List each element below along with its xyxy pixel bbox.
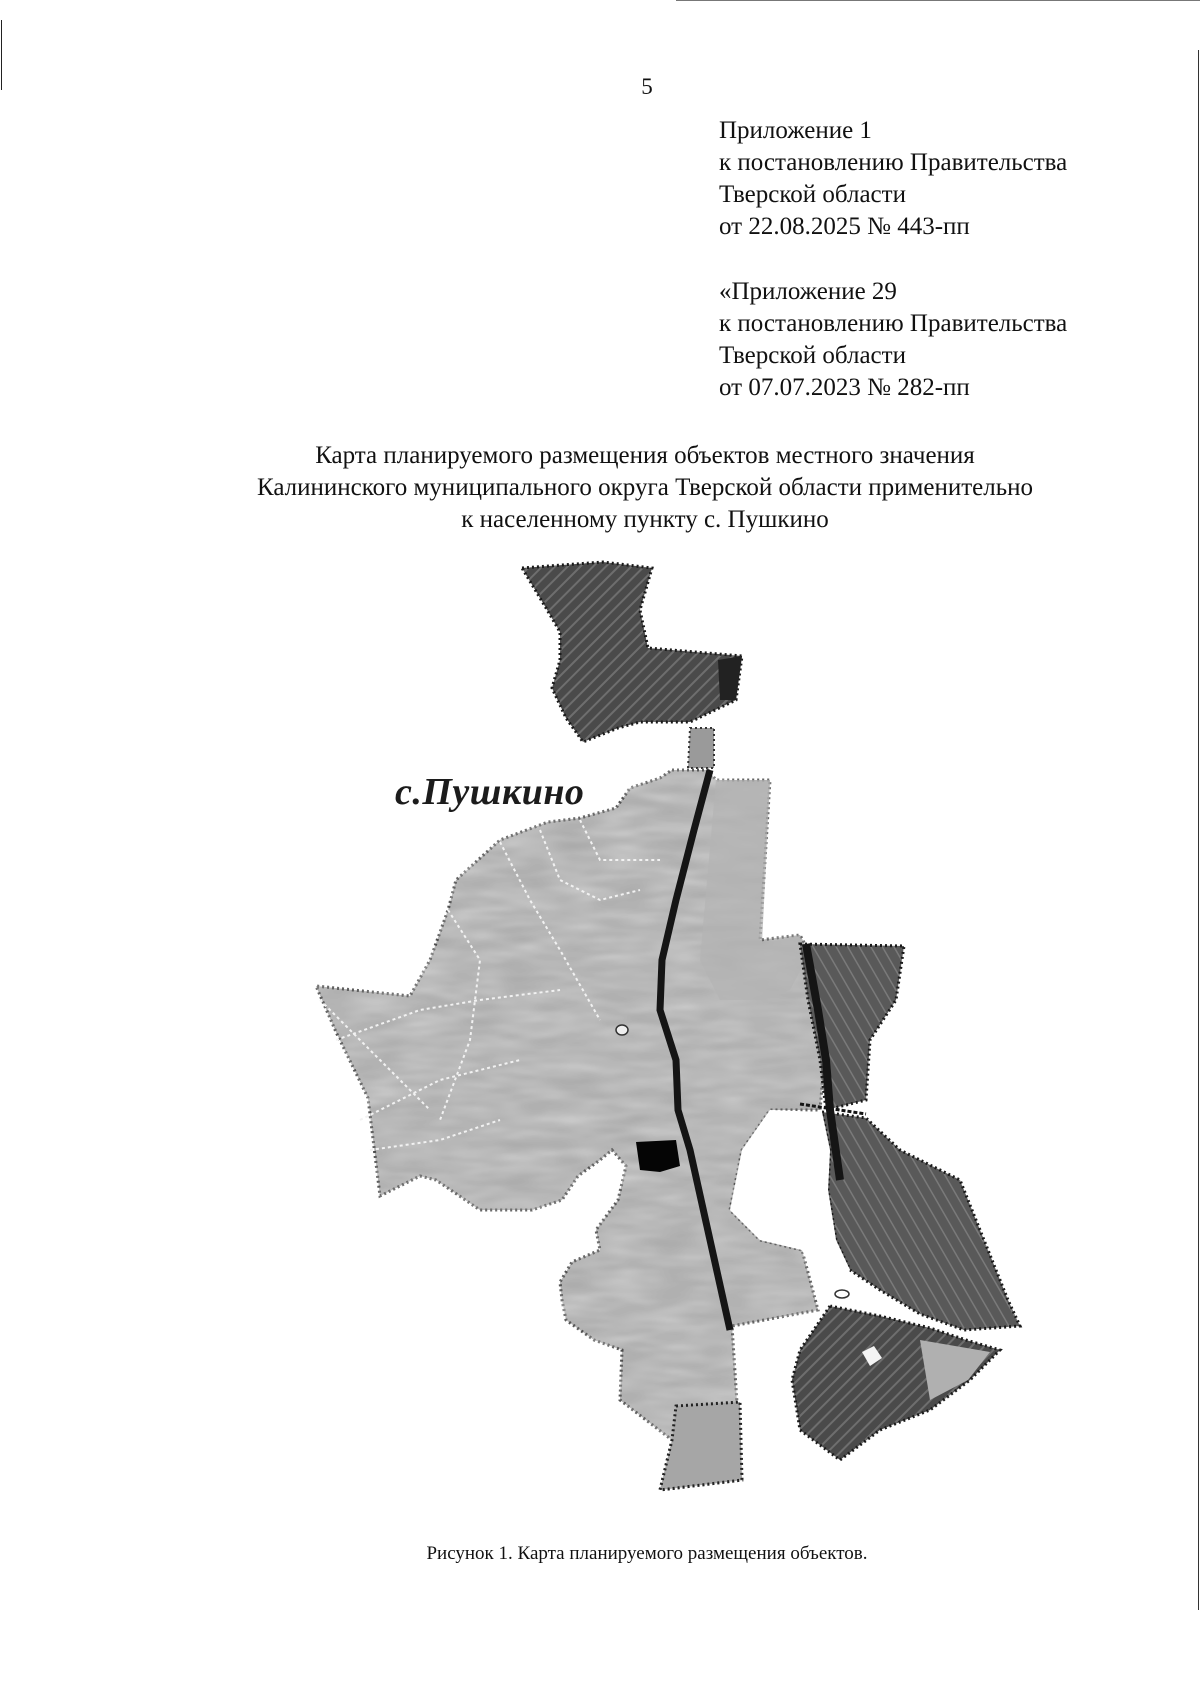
appendix-original-line-1: «Приложение 29 [719, 278, 897, 305]
map-title-line-1: Карта планируемого размещения объектов местного значения [315, 442, 975, 469]
appendix-current-line-1: Приложение 1 [719, 117, 872, 144]
settlement-east-area [700, 780, 806, 1000]
pond-marker-east [835, 1290, 849, 1298]
appendix-current-line-3: Тверской области [719, 181, 906, 208]
north-forest-edge-strip [718, 656, 742, 700]
page-number: 5 [641, 74, 653, 99]
figure-caption: Рисунок 1. Карта планируемого размещения объектов. [426, 1543, 868, 1564]
north-forest-area [522, 562, 742, 742]
map-title-line-2: Калининского муниципального округа Тверской области применительно [256, 474, 1033, 501]
map-title-line-3: к населенному пункту с. Пушкино [461, 506, 829, 533]
appendix-original-line-4: от 07.07.2023 № 282-пп [719, 374, 970, 401]
north-connector-strip [688, 728, 714, 768]
appendix-current-line-4: от 22.08.2025 № 443-пп [719, 213, 970, 240]
place-label: с.Пушкино [395, 771, 585, 813]
pond-marker [616, 1025, 628, 1035]
appendix-current-line-2: к постановлению Правительства [719, 149, 1068, 176]
southeast-forest-area [822, 1112, 1020, 1330]
appendix-original-line-3: Тверской области [719, 342, 906, 369]
planned-object-marker [636, 1140, 680, 1172]
appendix-original-line-2: к постановлению Правительства [719, 310, 1068, 337]
